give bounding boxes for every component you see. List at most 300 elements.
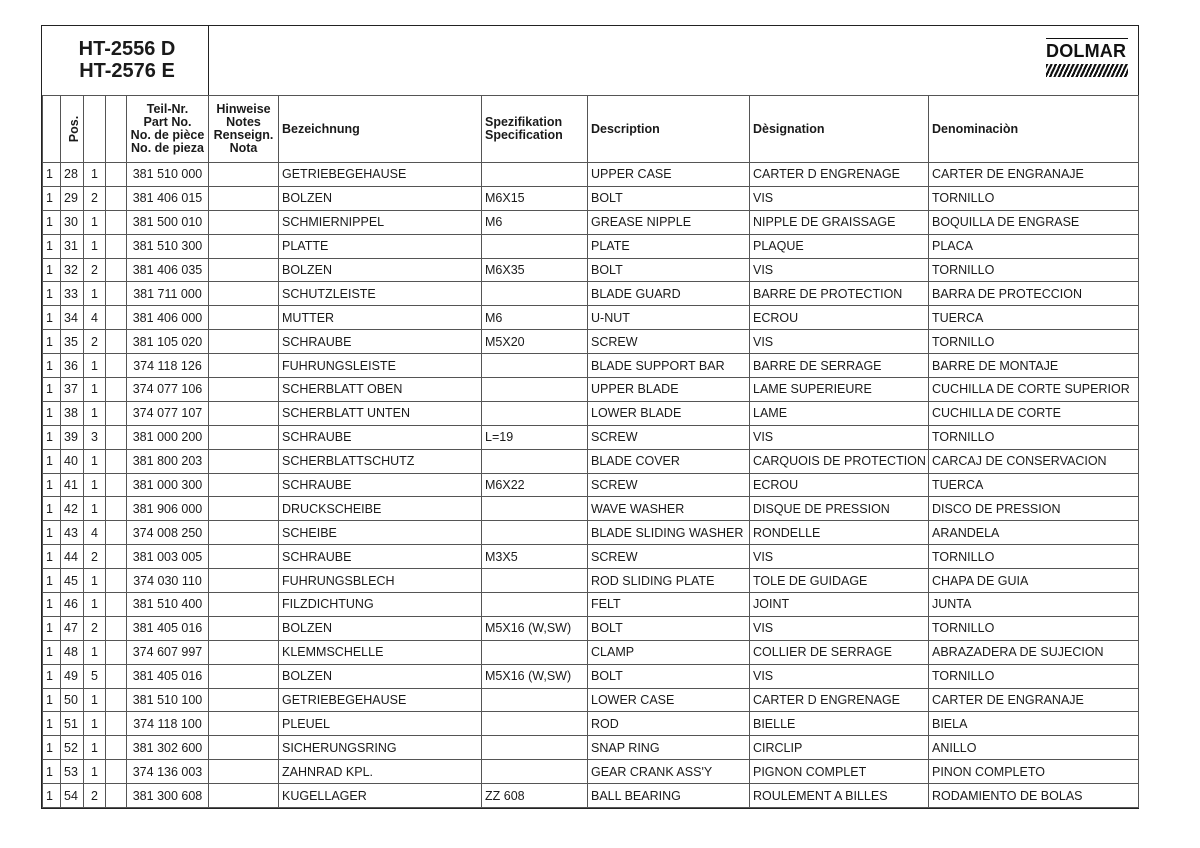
cell-pos: 50 — [61, 688, 84, 712]
cell-qty-e — [106, 521, 127, 545]
cell-qty-e — [106, 258, 127, 282]
cell-qty-e — [106, 712, 127, 736]
cell-page: 1 — [43, 760, 61, 784]
cell-spec: M5X16 (W,SW) — [482, 616, 588, 640]
cell-designation: ROULEMENT A BILLES — [750, 784, 929, 808]
cell-qty-e — [106, 569, 127, 593]
cell-page: 1 — [43, 354, 61, 378]
cell-bezeichnung: SCHRAUBE — [279, 330, 482, 354]
cell-description: FELT — [588, 593, 750, 617]
cell-pos: 43 — [61, 521, 84, 545]
cell-denominacion: TUERCA — [929, 473, 1139, 497]
cell-qty-d: 1 — [84, 163, 106, 187]
col-header-notes: Hinweise Notes Renseign. Nota — [209, 96, 279, 163]
cell-pos: 35 — [61, 330, 84, 354]
cell-part-no: 374 008 250 — [127, 521, 209, 545]
cell-pos: 40 — [61, 449, 84, 473]
cell-part-no: 374 030 110 — [127, 569, 209, 593]
cell-description: UPPER CASE — [588, 163, 750, 187]
col-header-bezeichnung: Bezeichnung — [279, 96, 482, 163]
cell-denominacion: BARRA DE PROTECCION — [929, 282, 1139, 306]
cell-qty-d: 1 — [84, 593, 106, 617]
cell-designation: CIRCLIP — [750, 736, 929, 760]
cell-qty-e — [106, 354, 127, 378]
table-header-row — [43, 96, 1139, 163]
cell-denominacion: TORNILLO — [929, 664, 1139, 688]
cell-pos: 32 — [61, 258, 84, 282]
table-row — [43, 664, 1139, 688]
cell-qty-e — [106, 497, 127, 521]
cell-pos: 30 — [61, 210, 84, 234]
cell-pos: 45 — [61, 569, 84, 593]
table-row — [43, 210, 1139, 234]
table-row — [43, 569, 1139, 593]
cell-denominacion: TORNILLO — [929, 616, 1139, 640]
cell-qty-d: 1 — [84, 234, 106, 258]
cell-denominacion: BIELA — [929, 712, 1139, 736]
cell-designation: RONDELLE — [750, 521, 929, 545]
page-header — [42, 26, 1138, 96]
cell-spec: L=19 — [482, 425, 588, 449]
cell-qty-e — [106, 664, 127, 688]
cell-qty-e — [106, 545, 127, 569]
cell-qty-d: 1 — [84, 282, 106, 306]
model-title-box — [42, 26, 209, 95]
cell-qty-e — [106, 736, 127, 760]
cell-denominacion: CUCHILLA DE CORTE SUPERIOR — [929, 378, 1139, 402]
cell-qty-e — [106, 234, 127, 258]
dolmar-logo — [1046, 38, 1128, 82]
cell-pos: 31 — [61, 234, 84, 258]
cell-bezeichnung: SCHRAUBE — [279, 425, 482, 449]
cell-qty-d: 1 — [84, 640, 106, 664]
cell-part-no: 381 906 000 — [127, 497, 209, 521]
cell-bezeichnung: MUTTER — [279, 306, 482, 330]
cell-qty-d: 1 — [84, 449, 106, 473]
cell-part-no: 381 510 300 — [127, 234, 209, 258]
cell-qty-e — [106, 688, 127, 712]
cell-denominacion: CUCHILLA DE CORTE — [929, 401, 1139, 425]
cell-bezeichnung: PLATTE — [279, 234, 482, 258]
cell-description: BALL BEARING — [588, 784, 750, 808]
table-row — [43, 378, 1139, 402]
cell-page: 1 — [43, 616, 61, 640]
cell-description: PLATE — [588, 234, 750, 258]
cell-part-no: 374 118 126 — [127, 354, 209, 378]
cell-denominacion: ARANDELA — [929, 521, 1139, 545]
cell-bezeichnung: SCHERBLATT UNTEN — [279, 401, 482, 425]
cell-bezeichnung: SCHRAUBE — [279, 545, 482, 569]
cell-description: BLADE COVER — [588, 449, 750, 473]
cell-spec — [482, 760, 588, 784]
cell-denominacion: TORNILLO — [929, 258, 1139, 282]
cell-part-no: 381 003 005 — [127, 545, 209, 569]
cell-notes — [209, 330, 279, 354]
cell-part-no: 381 800 203 — [127, 449, 209, 473]
cell-pos: 41 — [61, 473, 84, 497]
col-header-designation: Dèsignation — [750, 96, 929, 163]
cell-spec: M6X35 — [482, 258, 588, 282]
cell-spec — [482, 378, 588, 402]
table-row — [43, 497, 1139, 521]
cell-denominacion: TORNILLO — [929, 425, 1139, 449]
cell-designation: LAME — [750, 401, 929, 425]
cell-part-no: 381 000 200 — [127, 425, 209, 449]
cell-denominacion: JUNTA — [929, 593, 1139, 617]
cell-spec — [482, 234, 588, 258]
cell-notes — [209, 521, 279, 545]
cell-description: GREASE NIPPLE — [588, 210, 750, 234]
cell-qty-d: 4 — [84, 306, 106, 330]
cell-qty-e — [106, 186, 127, 210]
cell-qty-d: 1 — [84, 354, 106, 378]
cell-notes — [209, 163, 279, 187]
cell-bezeichnung: GETRIEBEGEHAUSE — [279, 163, 482, 187]
cell-page: 1 — [43, 521, 61, 545]
cell-qty-d: 1 — [84, 688, 106, 712]
cell-description: BOLT — [588, 664, 750, 688]
cell-designation: ECROU — [750, 306, 929, 330]
cell-designation: BIELLE — [750, 712, 929, 736]
cell-qty-d: 1 — [84, 712, 106, 736]
cell-pos: 34 — [61, 306, 84, 330]
cell-description: BOLT — [588, 616, 750, 640]
cell-notes — [209, 760, 279, 784]
cell-qty-d: 1 — [84, 401, 106, 425]
cell-designation: LAME SUPERIEURE — [750, 378, 929, 402]
table-row — [43, 401, 1139, 425]
cell-qty-e — [106, 784, 127, 808]
cell-pos: 37 — [61, 378, 84, 402]
cell-pos: 38 — [61, 401, 84, 425]
cell-spec — [482, 354, 588, 378]
cell-notes — [209, 258, 279, 282]
cell-notes — [209, 784, 279, 808]
cell-pos: 44 — [61, 545, 84, 569]
cell-designation: DISQUE DE PRESSION — [750, 497, 929, 521]
cell-page: 1 — [43, 449, 61, 473]
table-row — [43, 521, 1139, 545]
table-body — [43, 163, 1139, 808]
cell-spec: ZZ 608 — [482, 784, 588, 808]
cell-pos: 29 — [61, 186, 84, 210]
cell-page: 1 — [43, 473, 61, 497]
model-title-line-1: HT-2556 D — [78, 38, 176, 60]
table-row — [43, 593, 1139, 617]
cell-designation: CARTER D ENGRENAGE — [750, 688, 929, 712]
cell-qty-d: 1 — [84, 760, 106, 784]
cell-bezeichnung: SCHRAUBE — [279, 473, 482, 497]
cell-designation: PLAQUE — [750, 234, 929, 258]
cell-qty-d: 3 — [84, 425, 106, 449]
col-header-qty-d — [84, 96, 106, 163]
cell-description: UPPER BLADE — [588, 378, 750, 402]
cell-notes — [209, 688, 279, 712]
cell-spec — [482, 163, 588, 187]
cell-designation: BARRE DE SERRAGE — [750, 354, 929, 378]
cell-qty-d: 2 — [84, 258, 106, 282]
cell-denominacion: CHAPA DE GUIA — [929, 569, 1139, 593]
cell-part-no: 374 077 107 — [127, 401, 209, 425]
col-header-spec: Spezifikation Specification — [482, 96, 588, 163]
cell-spec — [482, 569, 588, 593]
cell-description: GEAR CRANK ASS'Y — [588, 760, 750, 784]
cell-qty-e — [106, 449, 127, 473]
cell-denominacion: TORNILLO — [929, 545, 1139, 569]
cell-qty-d: 4 — [84, 521, 106, 545]
cell-qty-e — [106, 306, 127, 330]
logo-wordmark: DOLMAR — [1046, 38, 1128, 60]
cell-description: BLADE SLIDING WASHER — [588, 521, 750, 545]
cell-pos: 42 — [61, 497, 84, 521]
cell-designation: CARQUOIS DE PROTECTION — [750, 449, 929, 473]
cell-designation: CARTER D ENGRENAGE — [750, 163, 929, 187]
cell-spec — [482, 282, 588, 306]
cell-bezeichnung: BOLZEN — [279, 664, 482, 688]
cell-description: SCREW — [588, 545, 750, 569]
cell-description: ROD SLIDING PLATE — [588, 569, 750, 593]
table-row — [43, 545, 1139, 569]
cell-page: 1 — [43, 282, 61, 306]
cell-qty-d: 1 — [84, 473, 106, 497]
cell-part-no: 381 510 400 — [127, 593, 209, 617]
cell-qty-d: 1 — [84, 497, 106, 521]
table-row — [43, 258, 1139, 282]
cell-description: U-NUT — [588, 306, 750, 330]
cell-part-no: 381 510 000 — [127, 163, 209, 187]
cell-page: 1 — [43, 640, 61, 664]
cell-qty-d: 2 — [84, 545, 106, 569]
model-title-line-2: HT-2576 E — [79, 60, 175, 82]
cell-spec: M6X22 — [482, 473, 588, 497]
cell-pos: 46 — [61, 593, 84, 617]
cell-description: SNAP RING — [588, 736, 750, 760]
cell-designation: VIS — [750, 664, 929, 688]
cell-notes — [209, 449, 279, 473]
cell-part-no: 374 077 106 — [127, 378, 209, 402]
cell-pos: 33 — [61, 282, 84, 306]
col-header-part-no: Teil-Nr. Part No. No. de pièce No. de pieza — [127, 96, 209, 163]
logo-stripes-icon — [1046, 64, 1128, 77]
cell-description: BOLT — [588, 186, 750, 210]
cell-notes — [209, 354, 279, 378]
cell-notes — [209, 545, 279, 569]
cell-description: BOLT — [588, 258, 750, 282]
cell-page: 1 — [43, 545, 61, 569]
cell-notes — [209, 736, 279, 760]
cell-designation: NIPPLE DE GRAISSAGE — [750, 210, 929, 234]
parts-table — [42, 95, 1139, 808]
cell-spec — [482, 736, 588, 760]
cell-description: CLAMP — [588, 640, 750, 664]
cell-denominacion: BARRE DE MONTAJE — [929, 354, 1139, 378]
cell-designation: TOLE DE GUIDAGE — [750, 569, 929, 593]
cell-qty-d: 2 — [84, 784, 106, 808]
table-row — [43, 425, 1139, 449]
cell-bezeichnung: GETRIEBEGEHAUSE — [279, 688, 482, 712]
cell-qty-e — [106, 616, 127, 640]
cell-pos: 53 — [61, 760, 84, 784]
cell-qty-e — [106, 640, 127, 664]
cell-qty-d: 5 — [84, 664, 106, 688]
cell-spec — [482, 449, 588, 473]
cell-pos: 28 — [61, 163, 84, 187]
cell-notes — [209, 593, 279, 617]
cell-bezeichnung: BOLZEN — [279, 616, 482, 640]
cell-notes — [209, 186, 279, 210]
cell-page: 1 — [43, 210, 61, 234]
cell-spec: M6 — [482, 210, 588, 234]
cell-denominacion: PLACA — [929, 234, 1139, 258]
cell-qty-d: 2 — [84, 616, 106, 640]
cell-denominacion: CARCAJ DE CONSERVACION — [929, 449, 1139, 473]
cell-qty-e — [106, 473, 127, 497]
cell-qty-e — [106, 401, 127, 425]
table-row — [43, 712, 1139, 736]
table-row — [43, 163, 1139, 187]
col-header-description: Description — [588, 96, 750, 163]
cell-pos: 51 — [61, 712, 84, 736]
cell-page: 1 — [43, 186, 61, 210]
cell-description: SCREW — [588, 425, 750, 449]
cell-spec: M5X20 — [482, 330, 588, 354]
cell-spec — [482, 712, 588, 736]
cell-part-no: 381 510 100 — [127, 688, 209, 712]
cell-bezeichnung: SCHEIBE — [279, 521, 482, 545]
cell-spec: M3X5 — [482, 545, 588, 569]
cell-page: 1 — [43, 497, 61, 521]
cell-pos: 49 — [61, 664, 84, 688]
col-header-page — [43, 96, 61, 163]
cell-denominacion: PINON COMPLETO — [929, 760, 1139, 784]
cell-notes — [209, 282, 279, 306]
cell-pos: 47 — [61, 616, 84, 640]
cell-notes — [209, 569, 279, 593]
cell-designation: ECROU — [750, 473, 929, 497]
cell-page: 1 — [43, 712, 61, 736]
cell-page: 1 — [43, 664, 61, 688]
cell-page: 1 — [43, 569, 61, 593]
cell-bezeichnung: FUHRUNGSLEISTE — [279, 354, 482, 378]
cell-qty-e — [106, 210, 127, 234]
cell-page: 1 — [43, 736, 61, 760]
cell-qty-e — [106, 282, 127, 306]
cell-notes — [209, 234, 279, 258]
cell-notes — [209, 210, 279, 234]
cell-designation: VIS — [750, 616, 929, 640]
cell-part-no: 374 136 003 — [127, 760, 209, 784]
cell-qty-e — [106, 378, 127, 402]
cell-qty-e — [106, 425, 127, 449]
cell-spec — [482, 593, 588, 617]
cell-bezeichnung: SCHMIERNIPPEL — [279, 210, 482, 234]
cell-description: WAVE WASHER — [588, 497, 750, 521]
cell-spec: M6X15 — [482, 186, 588, 210]
cell-qty-d: 1 — [84, 210, 106, 234]
cell-denominacion: CARTER DE ENGRANAJE — [929, 688, 1139, 712]
cell-spec: M6 — [482, 306, 588, 330]
cell-description: SCREW — [588, 473, 750, 497]
cell-bezeichnung: ZAHNRAD KPL. — [279, 760, 482, 784]
cell-spec — [482, 640, 588, 664]
cell-description: SCREW — [588, 330, 750, 354]
table-row — [43, 640, 1139, 664]
cell-part-no: 374 607 997 — [127, 640, 209, 664]
cell-description: ROD — [588, 712, 750, 736]
col-header-denominacion: Denominaciòn — [929, 96, 1139, 163]
parts-list-sheet — [41, 25, 1139, 809]
table-row — [43, 473, 1139, 497]
cell-part-no: 381 406 015 — [127, 186, 209, 210]
cell-notes — [209, 425, 279, 449]
cell-bezeichnung: KLEMMSCHELLE — [279, 640, 482, 664]
cell-denominacion: TORNILLO — [929, 186, 1139, 210]
cell-pos: 36 — [61, 354, 84, 378]
cell-part-no: 381 500 010 — [127, 210, 209, 234]
cell-description: BLADE SUPPORT BAR — [588, 354, 750, 378]
cell-spec — [482, 497, 588, 521]
cell-denominacion: RODAMIENTO DE BOLAS — [929, 784, 1139, 808]
cell-page: 1 — [43, 593, 61, 617]
cell-notes — [209, 497, 279, 521]
cell-qty-e — [106, 330, 127, 354]
cell-qty-d: 1 — [84, 736, 106, 760]
cell-part-no: 381 711 000 — [127, 282, 209, 306]
cell-page: 1 — [43, 258, 61, 282]
cell-page: 1 — [43, 784, 61, 808]
cell-qty-d: 2 — [84, 330, 106, 354]
cell-denominacion: ABRAZADERA DE SUJECION — [929, 640, 1139, 664]
cell-denominacion: DISCO DE PRESSION — [929, 497, 1139, 521]
cell-description: BLADE GUARD — [588, 282, 750, 306]
cell-notes — [209, 306, 279, 330]
cell-spec: M5X16 (W,SW) — [482, 664, 588, 688]
cell-description: LOWER BLADE — [588, 401, 750, 425]
table-row — [43, 616, 1139, 640]
cell-pos: 54 — [61, 784, 84, 808]
cell-page: 1 — [43, 688, 61, 712]
cell-bezeichnung: BOLZEN — [279, 258, 482, 282]
cell-bezeichnung: BOLZEN — [279, 186, 482, 210]
col-header-pos: Pos. — [61, 96, 84, 163]
cell-qty-e — [106, 760, 127, 784]
cell-part-no: 374 118 100 — [127, 712, 209, 736]
cell-bezeichnung: SCHERBLATT OBEN — [279, 378, 482, 402]
cell-bezeichnung: SCHUTZLEISTE — [279, 282, 482, 306]
cell-part-no: 381 302 600 — [127, 736, 209, 760]
table-row — [43, 282, 1139, 306]
table-row — [43, 354, 1139, 378]
cell-qty-d: 1 — [84, 378, 106, 402]
cell-part-no: 381 405 016 — [127, 664, 209, 688]
cell-designation: VIS — [750, 186, 929, 210]
table-row — [43, 688, 1139, 712]
cell-page: 1 — [43, 163, 61, 187]
table-row — [43, 306, 1139, 330]
cell-bezeichnung: FILZDICHTUNG — [279, 593, 482, 617]
cell-denominacion: CARTER DE ENGRANAJE — [929, 163, 1139, 187]
cell-designation: VIS — [750, 330, 929, 354]
cell-pos: 39 — [61, 425, 84, 449]
cell-bezeichnung: KUGELLAGER — [279, 784, 482, 808]
cell-notes — [209, 712, 279, 736]
cell-part-no: 381 000 300 — [127, 473, 209, 497]
cell-pos: 52 — [61, 736, 84, 760]
cell-notes — [209, 616, 279, 640]
table-row — [43, 234, 1139, 258]
cell-denominacion: TORNILLO — [929, 330, 1139, 354]
cell-page: 1 — [43, 378, 61, 402]
